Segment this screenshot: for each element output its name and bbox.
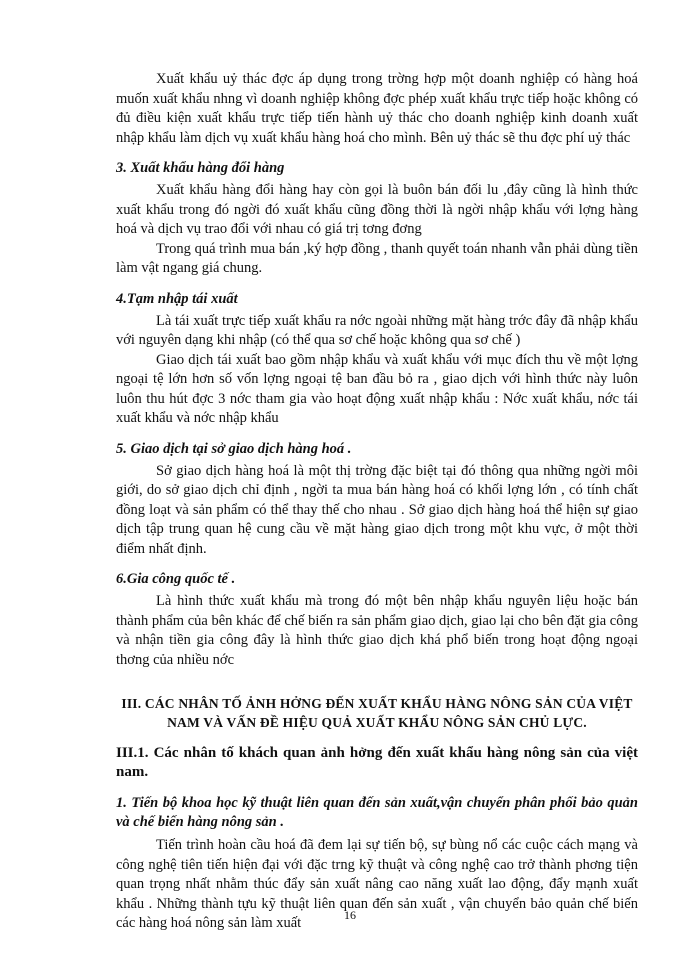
page-number: 16 [344, 908, 356, 922]
paragraph-doi-hang: Xuất khẩu hàng đổi hàng hay còn gọi là buôn bán đối lu ,đây cũng là hình thức xuất khẩu trong đó ngời đó xuất khẩu cũng đồng thời là ngời nhập khẩu với lợng hàng hoá và dịch vụ trao đổi với nhau có giá trị tơng đơng [116, 182, 638, 237]
paragraph-tien-trinh: Tiến trình hoàn cầu hoá đã đem lại sự tiến bộ, sự bùng nổ các cuộc cách mạng và công nghệ tiên tiến hiện đại với đặc trng kỹ thuật và công nghệ cao trở thành phơng tiện quan trọng nhất nhằm thúc đẩy sản xuất nâng cao năng xuất lao động, đẩy mạnh xuất khẩu . Những thành tựu kỹ thuật liên quan đến sản xuất , vận chuyển bảo quản chế biến các hàng hoá nông sản làm xuất [116, 837, 638, 931]
heading-xuat-khau-hang-doi-hang: 3. Xuất khẩu hàng đổi hàng [116, 160, 285, 176]
section-heading-iii: III. CÁC NHÂN TỐ ẢNH HỞNG ĐẾN XUẤT KHẨU HÀNG NÔNG SẢN CỦA VIỆT NAM VÀ VẤN ĐỀ HIỆU QUẢ XUẤT KHẨU NÔNG SẢN CHỦ LỰC. [121, 696, 633, 730]
paragraph-so-giao-dich: Sở giao dịch hàng hoá là một thị trờng đặc biệt tại đó thông qua những ngời môi giới, do sở giao dịch chỉ định , ngời ta mua bán hàng hoá có khối lợng lớn , có tính chất đồng loạt và sản phẩm có thể thay thế cho nhau . Sở giao dịch hàng hoá thể hiện sự giao dịch tập trung quan hệ cung cầu về mặt hàng giao dịch trong một khu vực, ở một thời điểm nhất định. [116, 462, 638, 557]
heading-tam-nhap-tai-xuat: 4.Tạm nhập tái xuất [116, 290, 238, 307]
paragraph-tai-xuat: Là tái xuất trực tiếp xuất khẩu ra nớc ngoài những mặt hàng trớc đây đã nhập khẩu với nguyên dạng khi nhập (có thể qua sơ chế hoặc không qua sơ chế ) [116, 312, 638, 348]
heading-so-giao-dich: 5. Giao dịch tại sở giao dịch hàng hoá . [116, 440, 352, 457]
paragraph-giao-dich-tai-xuat: Giao dịch tái xuất bao gồm nhập khẩu và xuất khẩu với mục đích thu về một lợng ngoại tệ lớn hơn số vốn lợng ngoại tệ ban đầu bỏ ra , giao dịch với hình thức này luôn luôn thu hút đợc 3 nớc tham gia vào hoạt động xuất nhập khẩu : Nớc xuất khẩu, nớc tái xuất khẩu và nớc nhập khẩu [116, 351, 638, 426]
paragraph-uy-thac: Xuất khẩu uỷ thác đợc áp dụng trong trờng hợp một doanh nghiệp có hàng hoá muốn xuất khẩu nhng vì doanh nghiệp không đợc phép xuất khẩu trực tiếp hoặc không có đủ điều kiện xuất khẩu trực tiếp tiến hành uỷ thác cho doanh nghiệp kinh doanh xuất nhập khẩu làm dịch vụ xuất khẩu hàng hoá cho mình. Bên uỷ thác sẽ thu đợc phí uỷ thác [116, 71, 638, 146]
paragraph-mua-ban: Trong quá trình mua bán ,ký hợp đồng , thanh quyết toán nhanh vẫn phải dùng tiền làm vật ngang giá chung. [116, 240, 638, 276]
document-page [116, 70, 638, 934]
section-heading-iii-1: III.1. Các nhân tố khách quan ảnh hởng đến xuất khẩu hàng nông sản của việt nam. [116, 745, 638, 780]
heading-tien-bo-khoa-hoc: 1. Tiến bộ khoa học kỹ thuật liên quan đến sản xuất,vận chuyển phân phối bảo quản và chế biến hàng nông sản . [116, 795, 638, 830]
paragraph-gia-cong: Là hình thức xuất khẩu mà trong đó một bên nhập khẩu nguyên liệu hoặc bán thành phẩm của bên khác để chế biến ra sản phẩm giao dịch, giao lại cho bên đặt gia công và nhận tiền gia công đây là hình thức giao dịch khá phổ biến trong hoạt động ngoại thơng của nhiều nớc [116, 593, 638, 668]
heading-gia-cong-quoc-te: 6.Gia công quốc tế . [116, 571, 236, 587]
